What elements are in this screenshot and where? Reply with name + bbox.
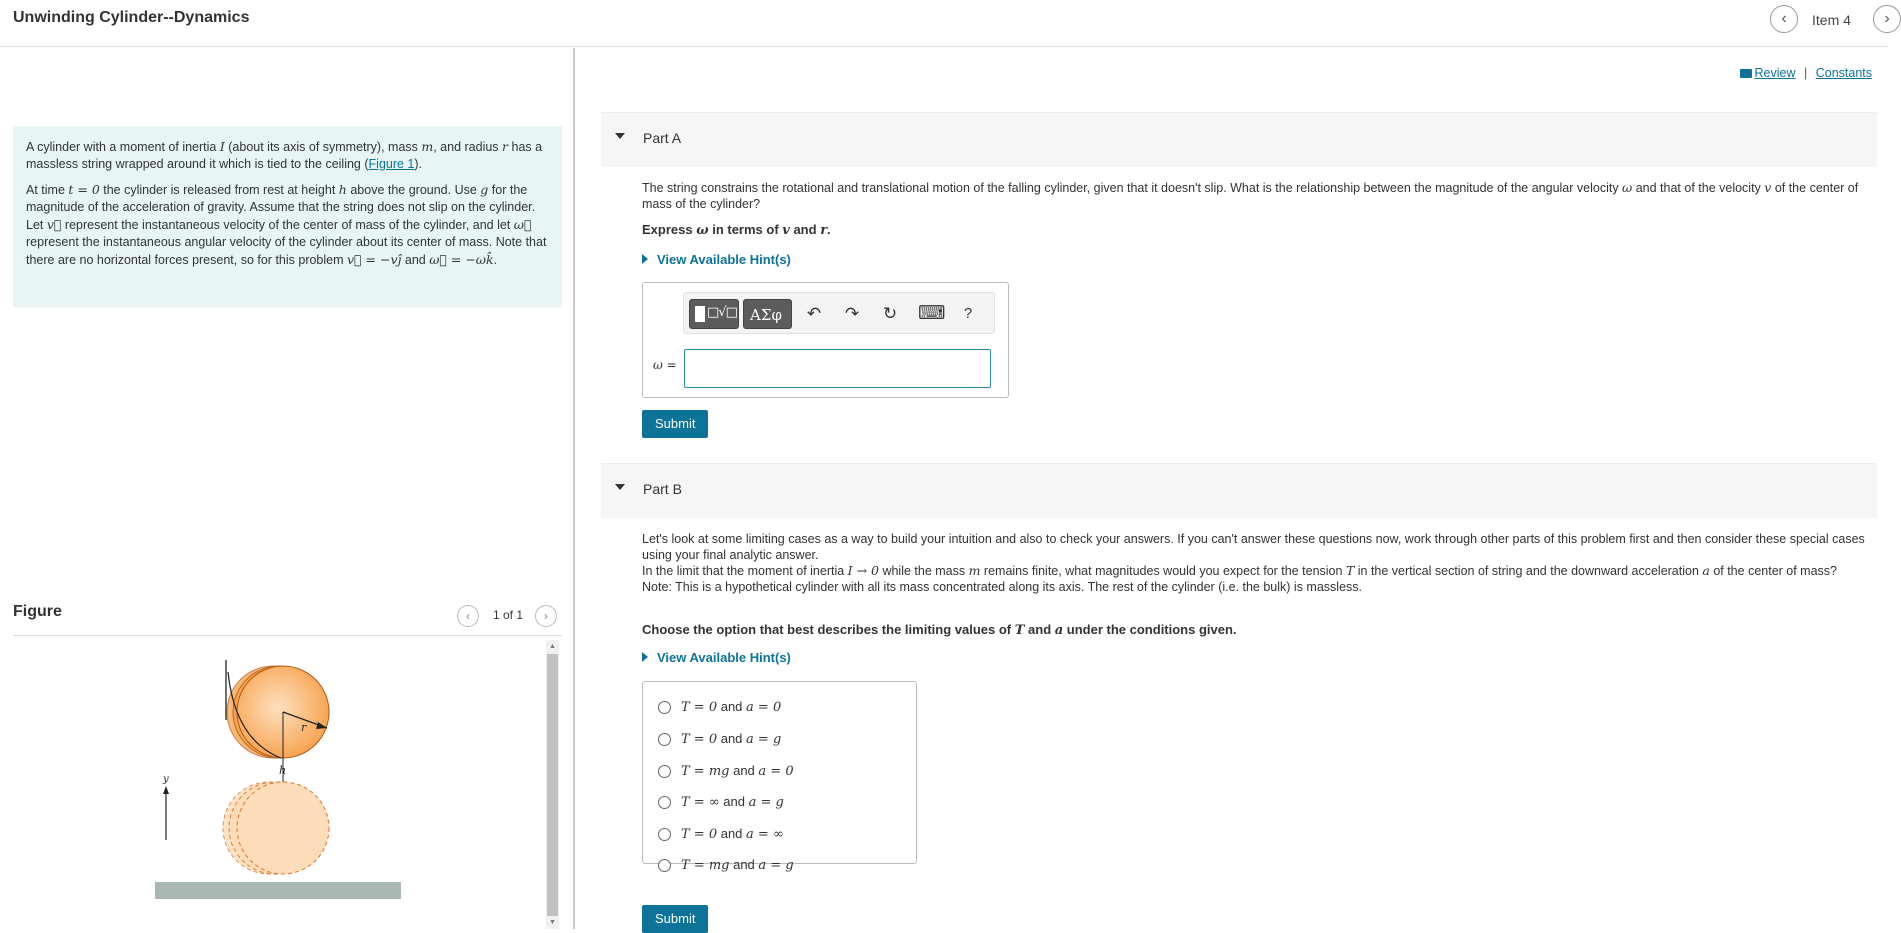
scroll-thumb[interactable] bbox=[547, 654, 558, 916]
chevron-left-icon: ‹ bbox=[466, 609, 470, 623]
link-separator: | bbox=[1803, 66, 1808, 80]
problem-paragraph-2: At time t = 0 the cylinder is released from rest at height h above the ground. Use g for the magnitude of the acceleration of gravity. Assume that the string does not slip on the cylinder. Let v⃗ represent the instantaneous velocity of the center of mass of the cylinder, and let ω⃗ represent the instantaneous angular velocity of the cylinder about its center of mass. Note that there are no horizontal forces present, so for this problem v⃗ = −vĵ and ω⃗ = −ωk̂. bbox=[26, 182, 547, 267]
part-a-answer-box bbox=[642, 282, 1009, 398]
caret-right-icon bbox=[642, 254, 648, 264]
part-a-question: The string constrains the rotational and translational motion of the falling cylinder, given that it doesn't slip. What is the relationship between the magnitude of the angular velocity ω and that of the velocity v of the center of mass of the cylinder? bbox=[642, 180, 1859, 211]
part-b-options: T = 0 and a = 0 T = 0 and a = g T = mg and a = 0 T = ∞ and a = g T = 0 and a = ∞ T = mg and a = g bbox=[642, 681, 917, 864]
item-label: Item 4 bbox=[1812, 12, 1851, 28]
redo-icon[interactable]: ↷ bbox=[844, 304, 860, 323]
part-a-title: Part A bbox=[643, 130, 682, 146]
sqrt-icon: □√□ bbox=[707, 305, 737, 320]
problem-statement bbox=[13, 126, 562, 307]
part-b-submit-button[interactable]: Submit bbox=[642, 905, 708, 933]
ground bbox=[155, 882, 401, 899]
y-axis-label: y bbox=[163, 774, 169, 785]
part-b-limit-question: In the limit that the moment of inertia I → 0 while the mass m remains finite, what magnitudes would you expect for the tension T in the vertical section of string and the downward acceleration a of the center of mass? bbox=[642, 563, 1837, 578]
book-icon bbox=[1740, 69, 1752, 78]
top-links bbox=[1740, 66, 1873, 80]
part-b-note: Note: This is a hypothetical cylinder with all its mass concentrated along its axis. The rest of the cylinder (i.e. the bulk) is massless. bbox=[642, 580, 1362, 594]
scroll-up-icon[interactable]: ▲ bbox=[549, 643, 556, 650]
collapse-caret-icon[interactable] bbox=[615, 484, 625, 490]
radio-button[interactable] bbox=[658, 828, 671, 841]
part-b-hint-toggle[interactable]: View Available Hint(s) bbox=[642, 650, 791, 665]
chevron-right-icon: › bbox=[544, 609, 548, 623]
radio-button[interactable] bbox=[658, 733, 671, 746]
figure-pager: 1 of 1 bbox=[493, 608, 524, 622]
keyboard-icon[interactable]: ⌨ bbox=[918, 303, 946, 324]
part-b-question bbox=[642, 531, 1872, 595]
y-axis-arrowhead bbox=[163, 786, 169, 794]
figure-image bbox=[13, 640, 553, 929]
templates-button[interactable] bbox=[689, 299, 739, 329]
next-item-button[interactable] bbox=[1873, 5, 1901, 33]
reset-icon[interactable]: ↻ bbox=[882, 304, 898, 323]
radio-button[interactable] bbox=[658, 796, 671, 809]
chevron-left-icon: ‹ bbox=[1781, 10, 1787, 27]
part-b-instruction: Choose the option that best describes the limiting values of T and a under the conditions given. bbox=[642, 622, 1237, 638]
templates-icon bbox=[695, 306, 705, 322]
radius-label: r bbox=[301, 721, 307, 734]
chevron-right-icon: › bbox=[1884, 10, 1890, 27]
assignment-title: Unwinding Cylinder--Dynamics bbox=[13, 9, 250, 26]
radio-button[interactable] bbox=[658, 765, 671, 778]
symbols-icon: ΑΣφ bbox=[750, 306, 782, 324]
previous-item-button[interactable] bbox=[1770, 5, 1798, 33]
figure-next-button[interactable] bbox=[535, 605, 557, 627]
symbols-button[interactable] bbox=[743, 299, 792, 329]
part-b-title: Part B bbox=[643, 481, 682, 497]
figure-header bbox=[13, 603, 562, 636]
part-a-submit-button[interactable]: Submit bbox=[642, 410, 708, 438]
top-bar bbox=[0, 0, 1888, 47]
part-a-hint-toggle[interactable]: View Available Hint(s) bbox=[642, 252, 791, 267]
omega-answer-input[interactable] bbox=[684, 349, 991, 388]
part-b-header[interactable] bbox=[601, 463, 1877, 518]
cylinder-bottom bbox=[237, 782, 329, 874]
radio-button[interactable] bbox=[658, 859, 671, 872]
help-icon[interactable]: ? bbox=[963, 305, 973, 322]
omega-label: ω = bbox=[653, 358, 677, 372]
height-label: h bbox=[279, 764, 287, 777]
math-toolbar bbox=[683, 292, 995, 334]
figure-1-link[interactable]: Figure 1 bbox=[368, 157, 415, 171]
questions-pane bbox=[577, 48, 1888, 929]
radio-button[interactable] bbox=[658, 701, 671, 714]
figure-prev-button[interactable] bbox=[457, 605, 479, 627]
part-a-header[interactable] bbox=[601, 112, 1877, 167]
problem-paragraph-1: A cylinder with a moment of inertia I (about its axis of symmetry), mass m, and radius r has a massless string wrapped around it which is tied to the ceiling (Figure 1). bbox=[26, 139, 543, 171]
figure-title: Figure bbox=[13, 603, 62, 620]
figure-scrollbar[interactable] bbox=[546, 640, 559, 929]
collapse-caret-icon[interactable] bbox=[615, 133, 625, 139]
part-a-instruction: Express ω in terms of v and r. bbox=[642, 222, 831, 238]
constants-link[interactable]: Constants bbox=[1815, 66, 1872, 80]
caret-right-icon bbox=[642, 652, 648, 662]
undo-icon[interactable]: ↶ bbox=[806, 304, 822, 323]
unwinding-cylinder-diagram bbox=[13, 640, 553, 929]
review-link[interactable]: Review bbox=[1754, 66, 1796, 80]
scroll-down-icon[interactable]: ▼ bbox=[549, 919, 556, 926]
part-b-intro: Let's look at some limiting cases as a way to build your intuition and also to check your answers. If you can't answer these questions now, work through other parts of this problem first and then consider these special cases using your final analytic answer. bbox=[642, 532, 1865, 562]
